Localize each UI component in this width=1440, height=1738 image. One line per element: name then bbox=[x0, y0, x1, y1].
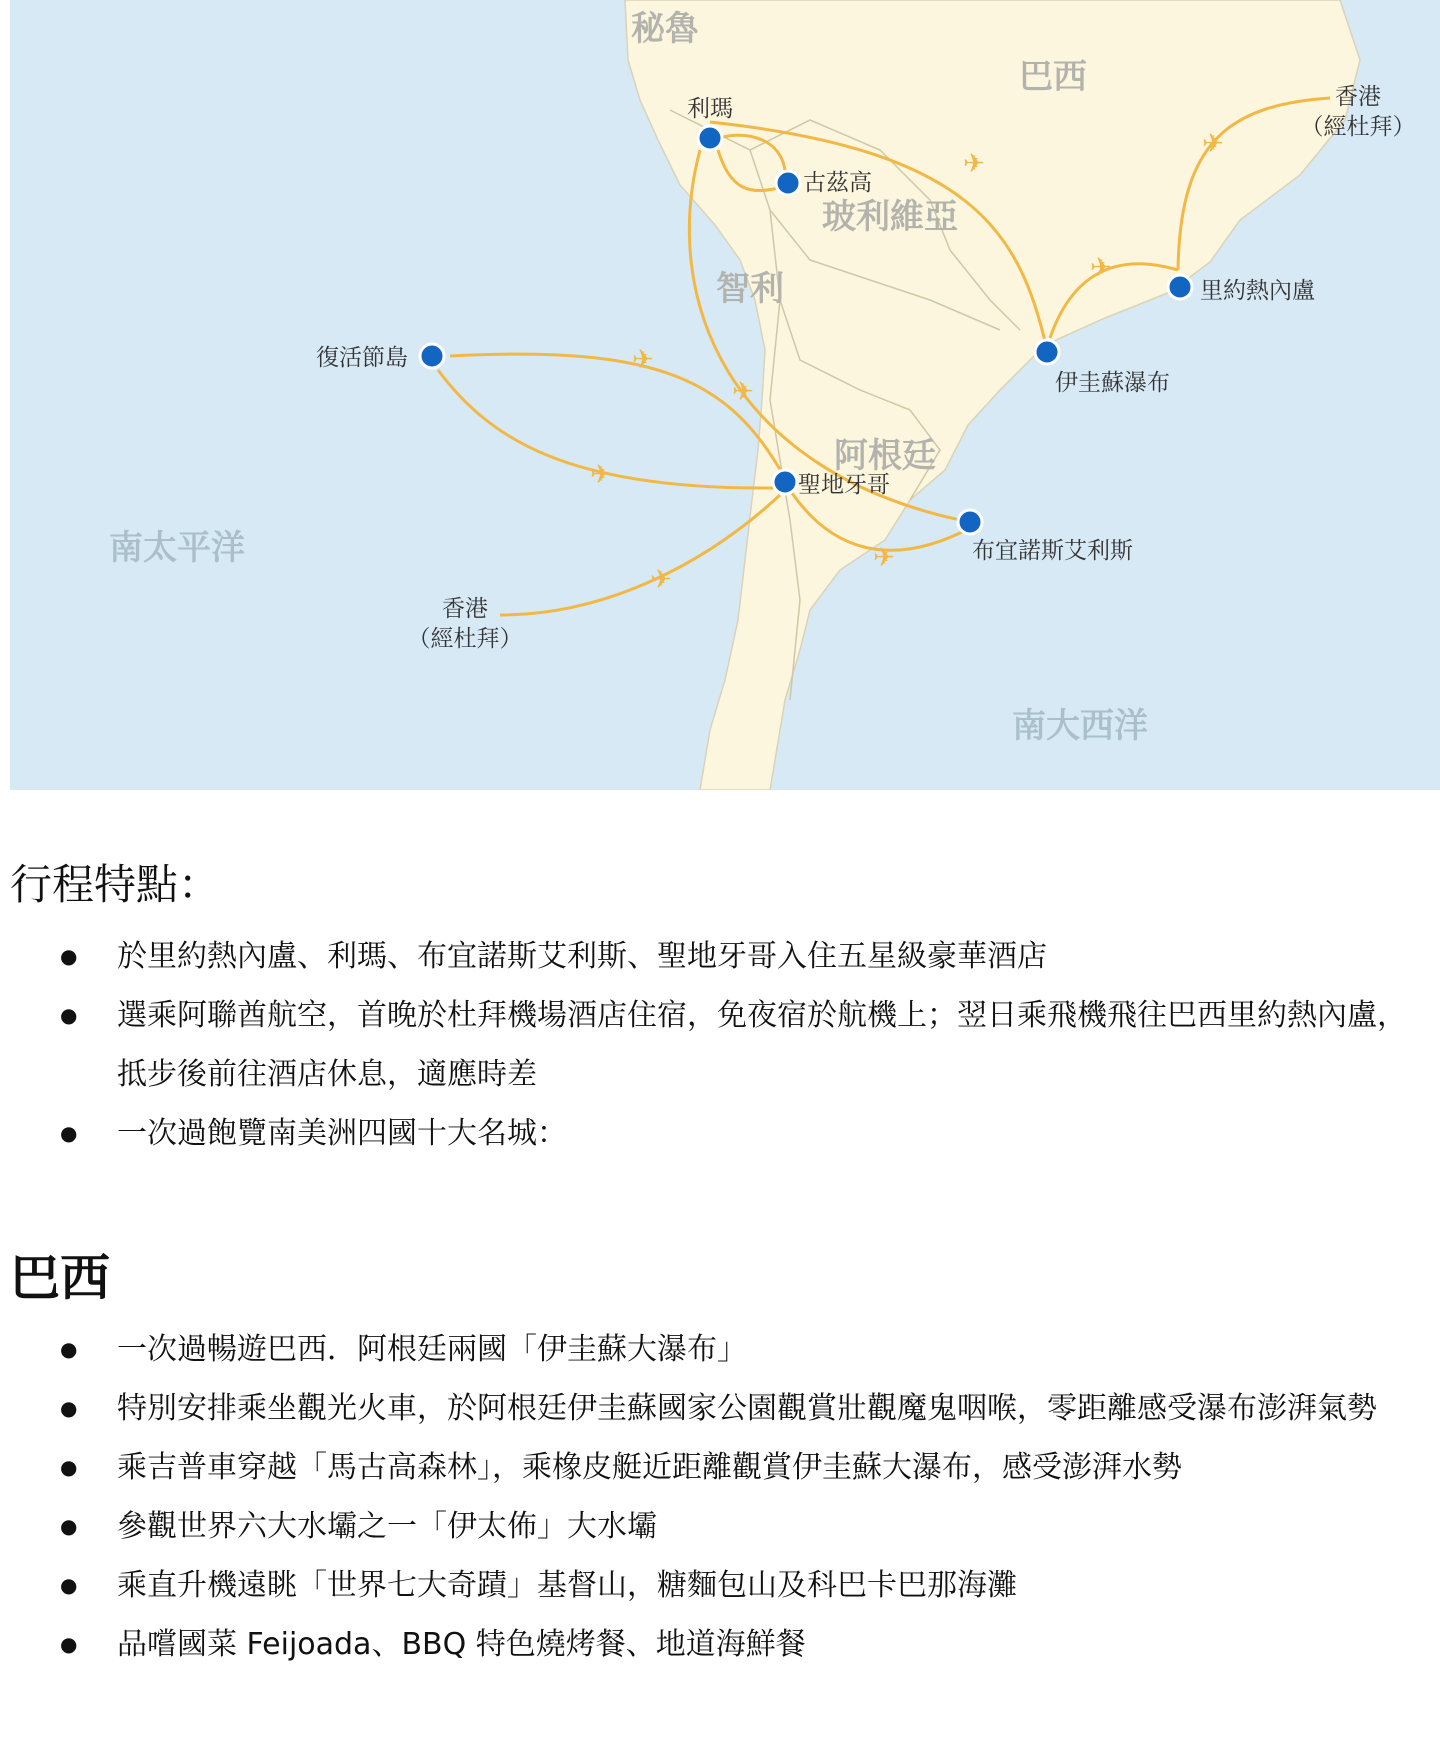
city-dot-santiago bbox=[773, 470, 797, 494]
city-label-buenos-aires: 布宜諾斯艾利斯 bbox=[972, 538, 1133, 564]
city-label-lima: 利瑪 bbox=[687, 96, 733, 122]
plane-icon: ✈ bbox=[1090, 253, 1112, 283]
features-list bbox=[0, 927, 1440, 1163]
city-label-iguazu: 伊圭蘇瀑布 bbox=[1055, 370, 1170, 396]
label-argentina: 阿根廷 bbox=[834, 436, 936, 476]
label-south-atlantic: 南大西洋 bbox=[1012, 706, 1148, 746]
plane-icon: ✈ bbox=[1202, 129, 1224, 159]
city-dot-cusco bbox=[776, 171, 800, 195]
features-heading: 行程特點： bbox=[10, 860, 221, 909]
city-dot-easter-island bbox=[420, 344, 444, 368]
plane-icon: ✈ bbox=[873, 543, 895, 573]
city-label-easter-island: 復活節島 bbox=[316, 345, 408, 371]
brazil-list bbox=[0, 1320, 1440, 1674]
list-item: ● 乘直升機遠眺「世界七大奇蹟」基督山，糖麵包山及科巴卡巴那海灘 bbox=[0, 1556, 1440, 1615]
city-label-hk-bottom: 香港 bbox=[442, 596, 488, 622]
city-label-hk-bottom-via: （經杜拜） bbox=[407, 626, 523, 652]
city-label-rio: 里約熱內盧 bbox=[1200, 278, 1315, 304]
label-brazil: 巴西 bbox=[1019, 57, 1087, 97]
label-chile: 智利 bbox=[716, 269, 784, 309]
brazil-heading: 巴西 bbox=[10, 1249, 110, 1307]
list-item: ● 參觀世界六大水壩之一「伊太佈」大水壩 bbox=[0, 1497, 1440, 1556]
route-map bbox=[10, 0, 1440, 790]
list-item: ● 於里約熱內盧、利瑪、布宜諾斯艾利斯、聖地牙哥入住五星級豪華酒店 bbox=[0, 927, 1440, 986]
city-dot-buenos-aires bbox=[958, 510, 982, 534]
city-dot-rio bbox=[1168, 275, 1192, 299]
city-label-hk-top: 香港 bbox=[1335, 84, 1381, 110]
plane-icon: ✈ bbox=[650, 565, 672, 595]
list-item: ● 一次過暢遊巴西．阿根廷兩國「伊圭蘇大瀑布」 bbox=[0, 1320, 1440, 1379]
list-item: ● 乘吉普車穿越「馬古高森林」，乘橡皮艇近距離觀賞伊圭蘇大瀑布，感受澎湃水勢 bbox=[0, 1438, 1440, 1497]
list-item: ● 品嚐國菜 Feijoada、BBQ 特色燒烤餐、地道海鮮餐 bbox=[0, 1615, 1440, 1674]
plane-icon: ✈ bbox=[963, 149, 985, 179]
list-item: ● 特別安排乘坐觀光火車，於阿根廷伊圭蘇國家公園觀賞壯觀魔鬼咽喉，零距離感受瀑布澎湃氣勢 bbox=[0, 1379, 1440, 1438]
plane-icon: ✈ bbox=[732, 377, 754, 407]
city-label-hk-top-via: （經杜拜） bbox=[1300, 114, 1416, 140]
label-bolivia: 玻利維亞 bbox=[822, 197, 958, 237]
label-south-pacific: 南太平洋 bbox=[109, 528, 245, 568]
city-dot-iguazu bbox=[1035, 340, 1059, 364]
city-label-santiago: 聖地牙哥 bbox=[798, 472, 890, 498]
plane-icon: ✈ bbox=[632, 345, 654, 375]
list-item: ● 選乘阿聯酋航空，首晚於杜拜機場酒店住宿，免夜宿於航機上；翌日乘飛機飛往巴西里約熱內盧，抵步後前往酒店休息，適應時差 bbox=[0, 986, 1440, 1104]
plane-icon: ✈ bbox=[590, 460, 612, 490]
city-dot-lima bbox=[698, 126, 722, 150]
city-label-cusco: 古茲高 bbox=[803, 170, 872, 196]
label-peru: 秘魯 bbox=[631, 9, 699, 49]
list-item: ● 一次過飽覽南美洲四國十大名城： bbox=[0, 1104, 1440, 1163]
